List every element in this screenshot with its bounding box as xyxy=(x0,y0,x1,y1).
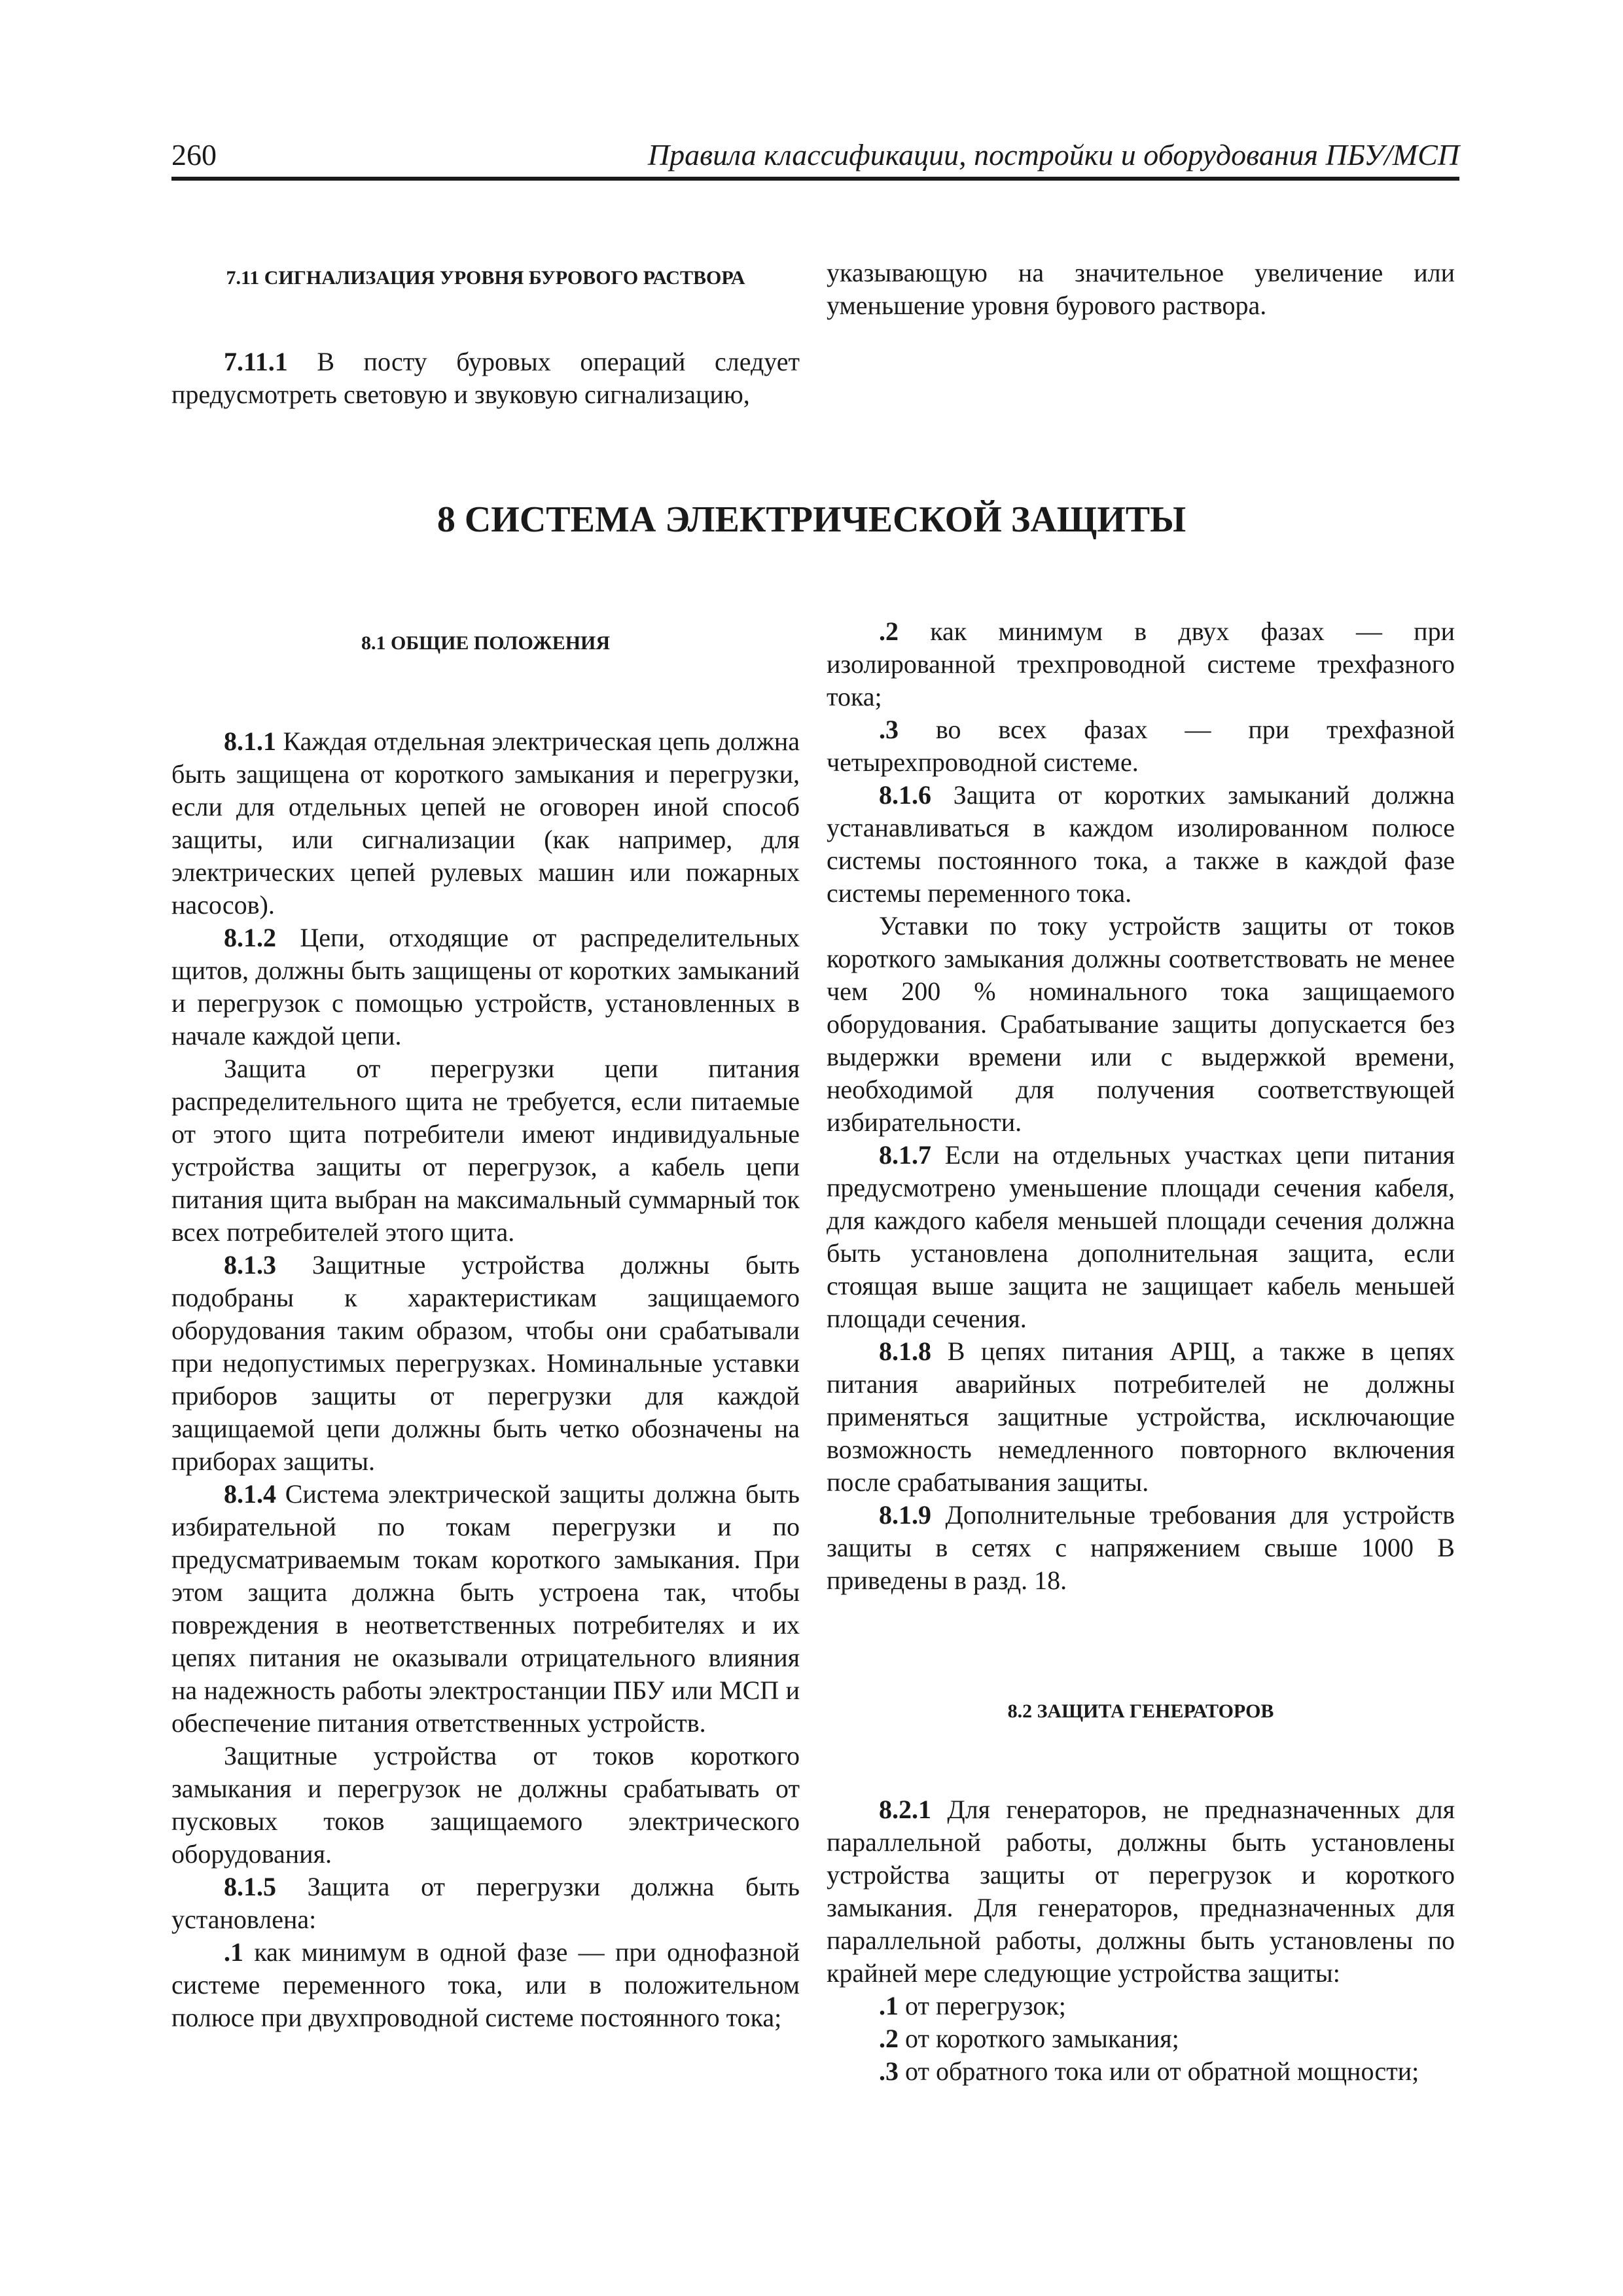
item-text: от обратного тока или от обратной мощности; xyxy=(899,2056,1419,2086)
clause-number: 8.1.3 xyxy=(224,1250,276,1280)
clause-number: 8.2.1 xyxy=(879,1795,931,1824)
clause-number: 8.1.2 xyxy=(224,923,276,952)
paragraph-8-1-4 xyxy=(171,1478,800,1740)
paragraph-text: Каждая отдельная электрическая цепь должна быть защищена от короткого замыкания и перегрузки, если для отдельных цепей не оговорен иной способ защиты, или сигнализации (как например, для электрических цепей рулевых машин или пожарных насосов). xyxy=(171,726,800,920)
item-text: как минимум в двух фазах — при изолированной трехпроводной системе трехфазного тока; xyxy=(827,617,1455,711)
paragraph-text: Система электрической защиты должна быть избирательной по токам перегрузки и по предусматриваемым токам короткого замыкания. При этом защита должна быть устроена так, чтобы повреждения в неответственных потребителях и их цепях питания не оказывали отрицательного влияния на надежность работы электростанции ПБУ или МСП и обеспечение питания ответственных устройств. xyxy=(171,1479,800,1738)
paragraph-8-1-3 xyxy=(171,1249,800,1478)
item-number: .1 xyxy=(879,1991,899,2020)
item-number: .3 xyxy=(879,2056,899,2086)
clause-number: 7.11.1 xyxy=(224,347,288,376)
list-item-8-1-5-2 xyxy=(827,615,1455,713)
paragraph-text: Защита от коротких замыканий должна устанавливаться в каждом изолированном полюсе системы постоянного тока, а также в каждой фазе системы переменного тока. xyxy=(827,780,1455,908)
paragraph-text: Защита от перегрузки должна быть установлена: xyxy=(171,1872,800,1934)
paragraph-7-11-1-continued: указывающую на значительное увеличение или уменьшение уровня бурового раствора. xyxy=(827,258,1455,320)
paragraph-8-1-2-b: Защита от перегрузки цепи питания распределительного щита не требуется, если питаемые от этого щита потребители имеют индивидуальные устройства защиты от перегрузок, а кабель цепи питания щита выбран на максимальный суммарный ток всех потребителей этого щита. xyxy=(171,1054,800,1247)
header-rule xyxy=(171,177,1459,181)
paragraph-text: Если на отдельных участках цепи питания предусмотрено уменьшение площади сечения кабеля, для каждого кабеля меньшей площади сечения должна быть установлена дополнительная защита, если стоящая выше защита не защищает кабель меньшей площади сечения. xyxy=(827,1140,1455,1333)
paragraph-8-1-7 xyxy=(827,1139,1455,1335)
item-number: .1 xyxy=(224,1937,243,1967)
list-item-8-1-5-1 xyxy=(171,1936,800,2034)
list-item-8-2-1-1 xyxy=(827,1990,1455,2022)
clause-number: 8.1.5 xyxy=(224,1872,276,1901)
paragraph-8-1-6-b: Уставки по току устройств защиты от токов короткого замыкания должны соответствовать не менее чем 200 % номинального тока защищаемого оборудования. Срабатывание защиты допускается без выдержки времени или с выдержкой времени, необходимой для получения соответствующей избирательности. xyxy=(827,911,1455,1137)
item-text: от перегрузок; xyxy=(899,1991,1066,2020)
item-number: .2 xyxy=(879,2024,899,2053)
paragraph-8-1-5 xyxy=(171,1871,800,1936)
page-number: 260 xyxy=(171,138,217,171)
paragraph-text: Для генераторов, не предназначенных для параллельной работы, должны быть установлены устройства защиты от перегрузок и короткого замыкания. Для генераторов, предназначенных для параллельной работы, должны быть установлены по крайней мере следующие устройства защиты: xyxy=(827,1795,1455,1988)
section-heading-8-2: 8.2 ЗАЩИТА ГЕНЕРАТОРОВ xyxy=(1007,1700,1274,1722)
paragraph-8-1-1 xyxy=(171,725,800,922)
item-text: как минимум в одной фазе — при однофазной системе переменного тока, или в положительном полюсе при двухпроводной системе постоянного тока; xyxy=(171,1937,800,2032)
running-title: Правила классификации, постройки и оборудования ПБУ/МСП xyxy=(647,138,1459,171)
section-heading-7-11: 7.11 СИГНАЛИЗАЦИЯ УРОВНЯ БУРОВОГО РАСТВОРА xyxy=(226,267,745,289)
paragraph-8-1-9 xyxy=(827,1499,1455,1597)
section-heading-8-1: 8.1 ОБЩИЕ ПОЛОЖЕНИЯ xyxy=(361,632,611,654)
clause-number: 8.1.8 xyxy=(879,1336,931,1366)
section-8-1-right xyxy=(827,615,1455,2088)
list-item-8-1-5-3 xyxy=(827,713,1455,779)
item-number: .2 xyxy=(879,617,899,646)
paragraph-text: Цепи, отходящие от распределительных щитов, должны быть защищены от коротких замыканий и перегрузок с помощью устройств, установленных в начале каждой цепи. xyxy=(171,923,800,1050)
paragraph-text: Защитные устройства должны быть подобраны к характеристикам защищаемого оборудования таким образом, чтобы они срабатывали при недопустимых перегрузках. Номинальные уставки приборов защиты от перегрузки для каждой защищаемой цепи должны быть четко обозначены на приборах защиты. xyxy=(171,1250,800,1476)
paragraph-text: В посту буровых операций следует предусмотреть световую и звуковую сигнализацию, xyxy=(171,347,800,409)
paragraph-7-11-1 xyxy=(171,346,800,411)
paragraph-8-1-6 xyxy=(827,779,1455,910)
section-8-1-left xyxy=(171,627,800,2034)
paragraph-text: В цепях питания АРЩ, а также в цепях питания аварийных потребителей не должны применяться защитные устройства, исключающие возможность немедленного повторного включения после срабатывания защиты. xyxy=(827,1336,1455,1497)
clause-number: 8.1.9 xyxy=(879,1500,931,1530)
clause-number: 8.1.4 xyxy=(224,1479,276,1509)
paragraph-8-1-2 xyxy=(171,922,800,1052)
chapter-title: 8 СИСТЕМА ЭЛЕКТРИЧЕСКОЙ ЗАЩИТЫ xyxy=(437,499,1186,540)
list-item-8-2-1-3 xyxy=(827,2055,1455,2088)
clause-number: 8.1.1 xyxy=(224,726,276,756)
item-number: .3 xyxy=(879,715,899,744)
section-7-11-left xyxy=(171,262,800,411)
clause-number: 8.1.6 xyxy=(879,780,931,810)
item-text: во всех фазах — при трехфазной четырехпроводной системе. xyxy=(827,715,1455,777)
section-7-11-right xyxy=(827,257,1455,322)
paragraph-8-2-1 xyxy=(827,1793,1455,1990)
item-text: от короткого замыкания; xyxy=(899,2024,1179,2053)
paragraph-8-1-4-b: Защитные устройства от токов короткого замыкания и перегрузок не должны срабатывать от пусковых токов защищаемого электрического оборудования. xyxy=(171,1741,800,1869)
paragraph-8-1-8 xyxy=(827,1335,1455,1499)
clause-number: 8.1.7 xyxy=(879,1140,931,1170)
paragraph-text: Дополнительные требования для устройств защиты в сетях с напряжением свыше 1000 В приведены в разд. 18. xyxy=(827,1500,1455,1595)
list-item-8-2-1-2 xyxy=(827,2022,1455,2055)
